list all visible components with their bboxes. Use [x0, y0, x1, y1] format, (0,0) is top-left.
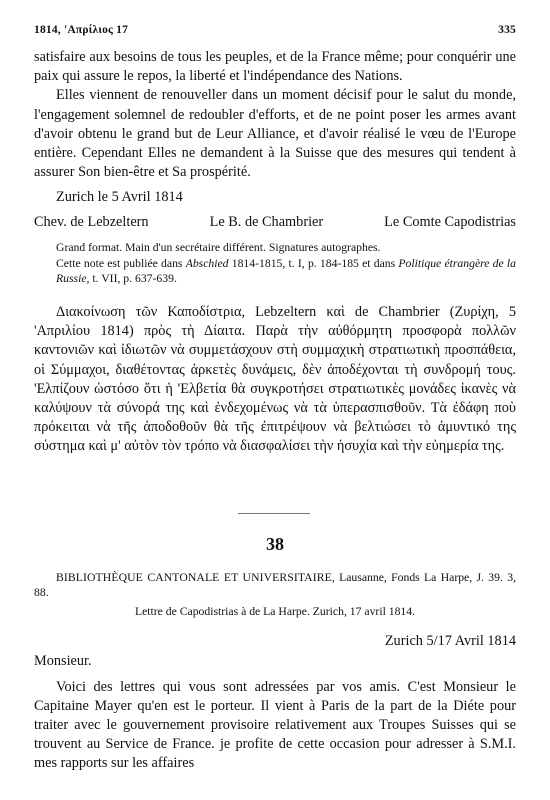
- letter-summary: Lettre de Capodistrias à de La Harpe. Zurich, 17 avril 1814.: [134, 605, 416, 619]
- paragraph-alliance: Elles viennent de renouveller dans un moment décisif pour le salut du monde, l'engagement solemnel de redoubler d'efforts, et de ne point poser les armes avant d'avoir obtenu le grand but de Leur Alliance, et d'avoir réalisé le vœu de l'Europe entière. Cependant Elles ne demandent à la Suisse que des mesures qui tendent à assurer Son bien-être et Sa prospérité.: [34, 87, 516, 181]
- note-publication-title-1: Abschied: [185, 256, 229, 270]
- greek-summary: [34, 303, 516, 457]
- dateline-note: Zurich le 5 Avril 1814: [56, 189, 183, 206]
- dateline-letter: Zurich 5/17 Avril 1814: [384, 632, 516, 649]
- salutation: Monsieur.: [34, 652, 92, 669]
- greek-summary-text: Διακοίνωση τῶν Καποδίστρια, Lebzeltern καὶ de Chambrier (Ζυρίχη, 5 'Απριλίου 1814) πρὸς τὴ Δίαιτα. Παρὰ τὴν αὐθόρμητη προσφορὰ πολλῶν καντονιῶν καὶ ἰδιωτῶν νὰ συμμετάσχουν στὴ συμμαχικὴ στρατιωτικὴ προσπάθεια, οἱ Σύμμαχοι, διαθέτοντας ἀρκετὲς δυνάμεις, δὲν ἀποδέχονται τὴ συνδρομή τους. 'Ελπίζουν ὡστόσο ὅτι ἡ 'Ελβετία θὰ συγκροτήσει στρατιωτικὲς μονάδες ἱκανὲς νὰ καλύψουν τὰ σύνορά της καὶ ἐνδεχομένως νὰ τὰ ὑπερασπισθοῦν. Τὰ ἐδάφη ποὺ πρόκειται νὰ τῆς ἀποδοθοῦν θὰ τῆς ἐπιτρέψουν νὰ βελτιώσει τὸ ἀμυντικό της σύστημα καὶ μ' αὐτὸν τὸν τρόπο νὰ διασφαλίσει τὴν ἡσυχία καὶ τὴν εὐημερία της.: [34, 303, 516, 455]
- archive-institution: BIBLIOTHÈQUE CANTONALE ET UNIVERSITAIRE: [56, 571, 332, 584]
- section-separator: [238, 513, 310, 514]
- signature-lebzeltern: Chev. de Lebzeltern: [34, 214, 149, 231]
- note-publication-text-3: , t. VII, p. 637-639.: [86, 272, 177, 286]
- running-header: [34, 24, 516, 40]
- running-header-date: 1814, 'Απρίλιος 17: [34, 24, 129, 36]
- note-format: Grand format. Main d'un secrétaire différent. Signatures autographes.: [56, 241, 381, 255]
- letter-body: Voici des lettres qui vous sont adressées par vos amis. C'est Monsieur le Capitaine Mayer qu'en est le porteur. Il vient à Paris de la part de la Diéte pour traiter avec le gouvernement provisoire relativement aux Troupes Suisses qui se trouvent au Service de France. je profite de cette occasion pour adresser à S.M.I. mes rapports sur les affaires: [34, 678, 516, 772]
- signature-chambrier: Le B. de Chambrier: [209, 214, 324, 231]
- archive-reference: , Lausanne, Fonds La Harpe, J. 39. 3, 88.: [34, 571, 516, 600]
- note-publication: [56, 256, 516, 287]
- paragraph-continuation: satisfaire aux besoins de tous les peuples, et de la France même; pour conquérir une paix qui assure le repos, la liberté et l'indépendance des Nations.: [34, 49, 516, 85]
- archive-source: [34, 570, 516, 600]
- note-publication-text-1: Cette note est publiée dans: [56, 256, 186, 270]
- signatures-row: [34, 213, 516, 232]
- editorial-notes: [34, 240, 516, 287]
- note-publication-title-2: Politique étrangère de la Russie: [56, 256, 517, 286]
- document-38-block: [34, 570, 516, 788]
- document-number: 38: [266, 534, 284, 554]
- page-number: 335: [498, 24, 516, 36]
- note-publication-text-2: 1814-1815, t. I, p. 184-185 et dans: [228, 256, 399, 270]
- main-text-block: [34, 48, 516, 457]
- signature-capodistrias: Le Comte Capodistrias: [384, 214, 516, 231]
